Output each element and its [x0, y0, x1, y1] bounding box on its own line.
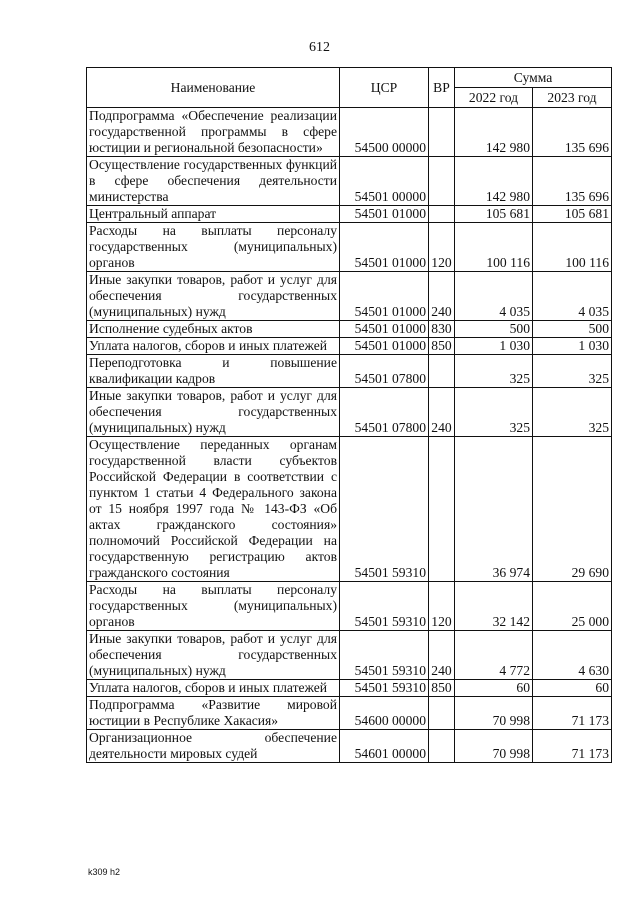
- row-2023-cell: 60: [533, 680, 612, 697]
- header-year-2022: 2022 год: [455, 88, 533, 108]
- table-row: [87, 437, 612, 582]
- row-csr-cell: 54501 07800: [340, 355, 429, 388]
- row-name-cell: Исполнение судебных актов: [87, 321, 340, 338]
- row-name-cell: Уплата налогов, сборов и иных платежей: [87, 338, 340, 355]
- row-csr-cell: 54501 59310: [340, 437, 429, 582]
- row-csr-cell: 54500 00000: [340, 108, 429, 157]
- table-body: [87, 108, 612, 763]
- row-name-cell: Уплата налогов, сборов и иных платежей: [87, 680, 340, 697]
- row-vr-cell: [429, 206, 455, 223]
- row-name-cell: Организационное обеспечение деятельности мировых судей: [87, 730, 340, 763]
- row-vr-cell: [429, 730, 455, 763]
- row-2023-cell: 4 035: [533, 272, 612, 321]
- header-vr: ВР: [429, 68, 455, 108]
- row-2022-cell: 325: [455, 355, 533, 388]
- row-2023-cell: 71 173: [533, 697, 612, 730]
- row-name-cell: Переподготовка и повышение квалификации кадров: [87, 355, 340, 388]
- row-name-cell: Осуществление государственных функций в сфере обеспечения деятельности министерства: [87, 157, 340, 206]
- row-2022-cell: 1 030: [455, 338, 533, 355]
- row-2022-cell: 32 142: [455, 582, 533, 631]
- row-2022-cell: 60: [455, 680, 533, 697]
- row-2023-cell: 29 690: [533, 437, 612, 582]
- table-row: [87, 338, 612, 355]
- footer-code: k309 h2: [88, 867, 121, 877]
- row-vr-cell: 120: [429, 223, 455, 272]
- table-row: [87, 388, 612, 437]
- table-row: [87, 680, 612, 697]
- row-csr-cell: 54501 01000: [340, 321, 429, 338]
- row-2022-cell: 142 980: [455, 108, 533, 157]
- row-2022-cell: 36 974: [455, 437, 533, 582]
- row-csr-cell: 54501 01000: [340, 206, 429, 223]
- row-csr-cell: 54501 01000: [340, 338, 429, 355]
- row-vr-cell: 850: [429, 338, 455, 355]
- row-vr-cell: [429, 355, 455, 388]
- row-2023-cell: 325: [533, 355, 612, 388]
- table-row: [87, 272, 612, 321]
- row-csr-cell: 54501 59310: [340, 631, 429, 680]
- row-name-cell: Иные закупки товаров, работ и услуг для обеспечения государственных (муниципальных) нужд: [87, 631, 340, 680]
- row-2023-cell: 325: [533, 388, 612, 437]
- row-csr-cell: 54501 07800: [340, 388, 429, 437]
- row-2023-cell: 100 116: [533, 223, 612, 272]
- row-name-cell: Иные закупки товаров, работ и услуг для обеспечения государственных (муниципальных) нужд: [87, 388, 340, 437]
- row-2022-cell: 105 681: [455, 206, 533, 223]
- table-row: [87, 697, 612, 730]
- table-row: [87, 631, 612, 680]
- table-row: [87, 206, 612, 223]
- page-number: 612: [309, 40, 330, 55]
- row-2023-cell: 1 030: [533, 338, 612, 355]
- row-vr-cell: [429, 697, 455, 730]
- row-name-cell: Центральный аппарат: [87, 206, 340, 223]
- row-2022-cell: 500: [455, 321, 533, 338]
- row-csr-cell: 54501 01000: [340, 272, 429, 321]
- row-name-cell: Расходы на выплаты персоналу государственных (муниципальных) органов: [87, 223, 340, 272]
- row-vr-cell: 240: [429, 272, 455, 321]
- budget-table: [86, 67, 612, 763]
- row-vr-cell: 830: [429, 321, 455, 338]
- row-csr-cell: 54501 59310: [340, 582, 429, 631]
- row-vr-cell: 850: [429, 680, 455, 697]
- row-vr-cell: [429, 108, 455, 157]
- table-row: [87, 582, 612, 631]
- row-2023-cell: 135 696: [533, 108, 612, 157]
- table-row: [87, 355, 612, 388]
- row-name-cell: Подпрограмма «Обеспечение реализации государственной программы в сфере юстиции и региональной безопасности»: [87, 108, 340, 157]
- row-vr-cell: 240: [429, 388, 455, 437]
- table-row: [87, 157, 612, 206]
- row-csr-cell: 54501 59310: [340, 680, 429, 697]
- row-2022-cell: 4 772: [455, 631, 533, 680]
- row-2023-cell: 500: [533, 321, 612, 338]
- row-name-cell: Иные закупки товаров, работ и услуг для обеспечения государственных (муниципальных) нужд: [87, 272, 340, 321]
- table-row: [87, 223, 612, 272]
- row-2022-cell: 4 035: [455, 272, 533, 321]
- row-2022-cell: 142 980: [455, 157, 533, 206]
- header-csr: ЦСР: [340, 68, 429, 108]
- row-name-cell: Осуществление переданных органам государственной власти субъектов Российской Федерации в соответствии с пунктом 1 статьи 4 Федерального закона от 15 ноября 1997 года № 143-ФЗ «Об актах гражданского состояния» полномочий Российской Федерации на государственную регистрацию актов гражданского состояния: [87, 437, 340, 582]
- table-row: [87, 321, 612, 338]
- header-sum: Сумма: [455, 68, 612, 88]
- header-name: Наименование: [87, 68, 340, 108]
- row-csr-cell: 54601 00000: [340, 730, 429, 763]
- row-vr-cell: [429, 157, 455, 206]
- header-year-2023: 2023 год: [533, 88, 612, 108]
- table-row: [87, 108, 612, 157]
- row-2022-cell: 70 998: [455, 730, 533, 763]
- row-2023-cell: 105 681: [533, 206, 612, 223]
- table-row: [87, 730, 612, 763]
- row-2022-cell: 325: [455, 388, 533, 437]
- row-2023-cell: 25 000: [533, 582, 612, 631]
- row-name-cell: Расходы на выплаты персоналу государственных (муниципальных) органов: [87, 582, 340, 631]
- row-csr-cell: 54501 01000: [340, 223, 429, 272]
- row-vr-cell: 120: [429, 582, 455, 631]
- row-2023-cell: 135 696: [533, 157, 612, 206]
- row-csr-cell: 54501 00000: [340, 157, 429, 206]
- row-vr-cell: [429, 437, 455, 582]
- row-csr-cell: 54600 00000: [340, 697, 429, 730]
- row-2022-cell: 70 998: [455, 697, 533, 730]
- row-2022-cell: 100 116: [455, 223, 533, 272]
- row-vr-cell: 240: [429, 631, 455, 680]
- row-name-cell: Подпрограмма «Развитие мировой юстиции в Республике Хакасия»: [87, 697, 340, 730]
- row-2023-cell: 4 630: [533, 631, 612, 680]
- row-2023-cell: 71 173: [533, 730, 612, 763]
